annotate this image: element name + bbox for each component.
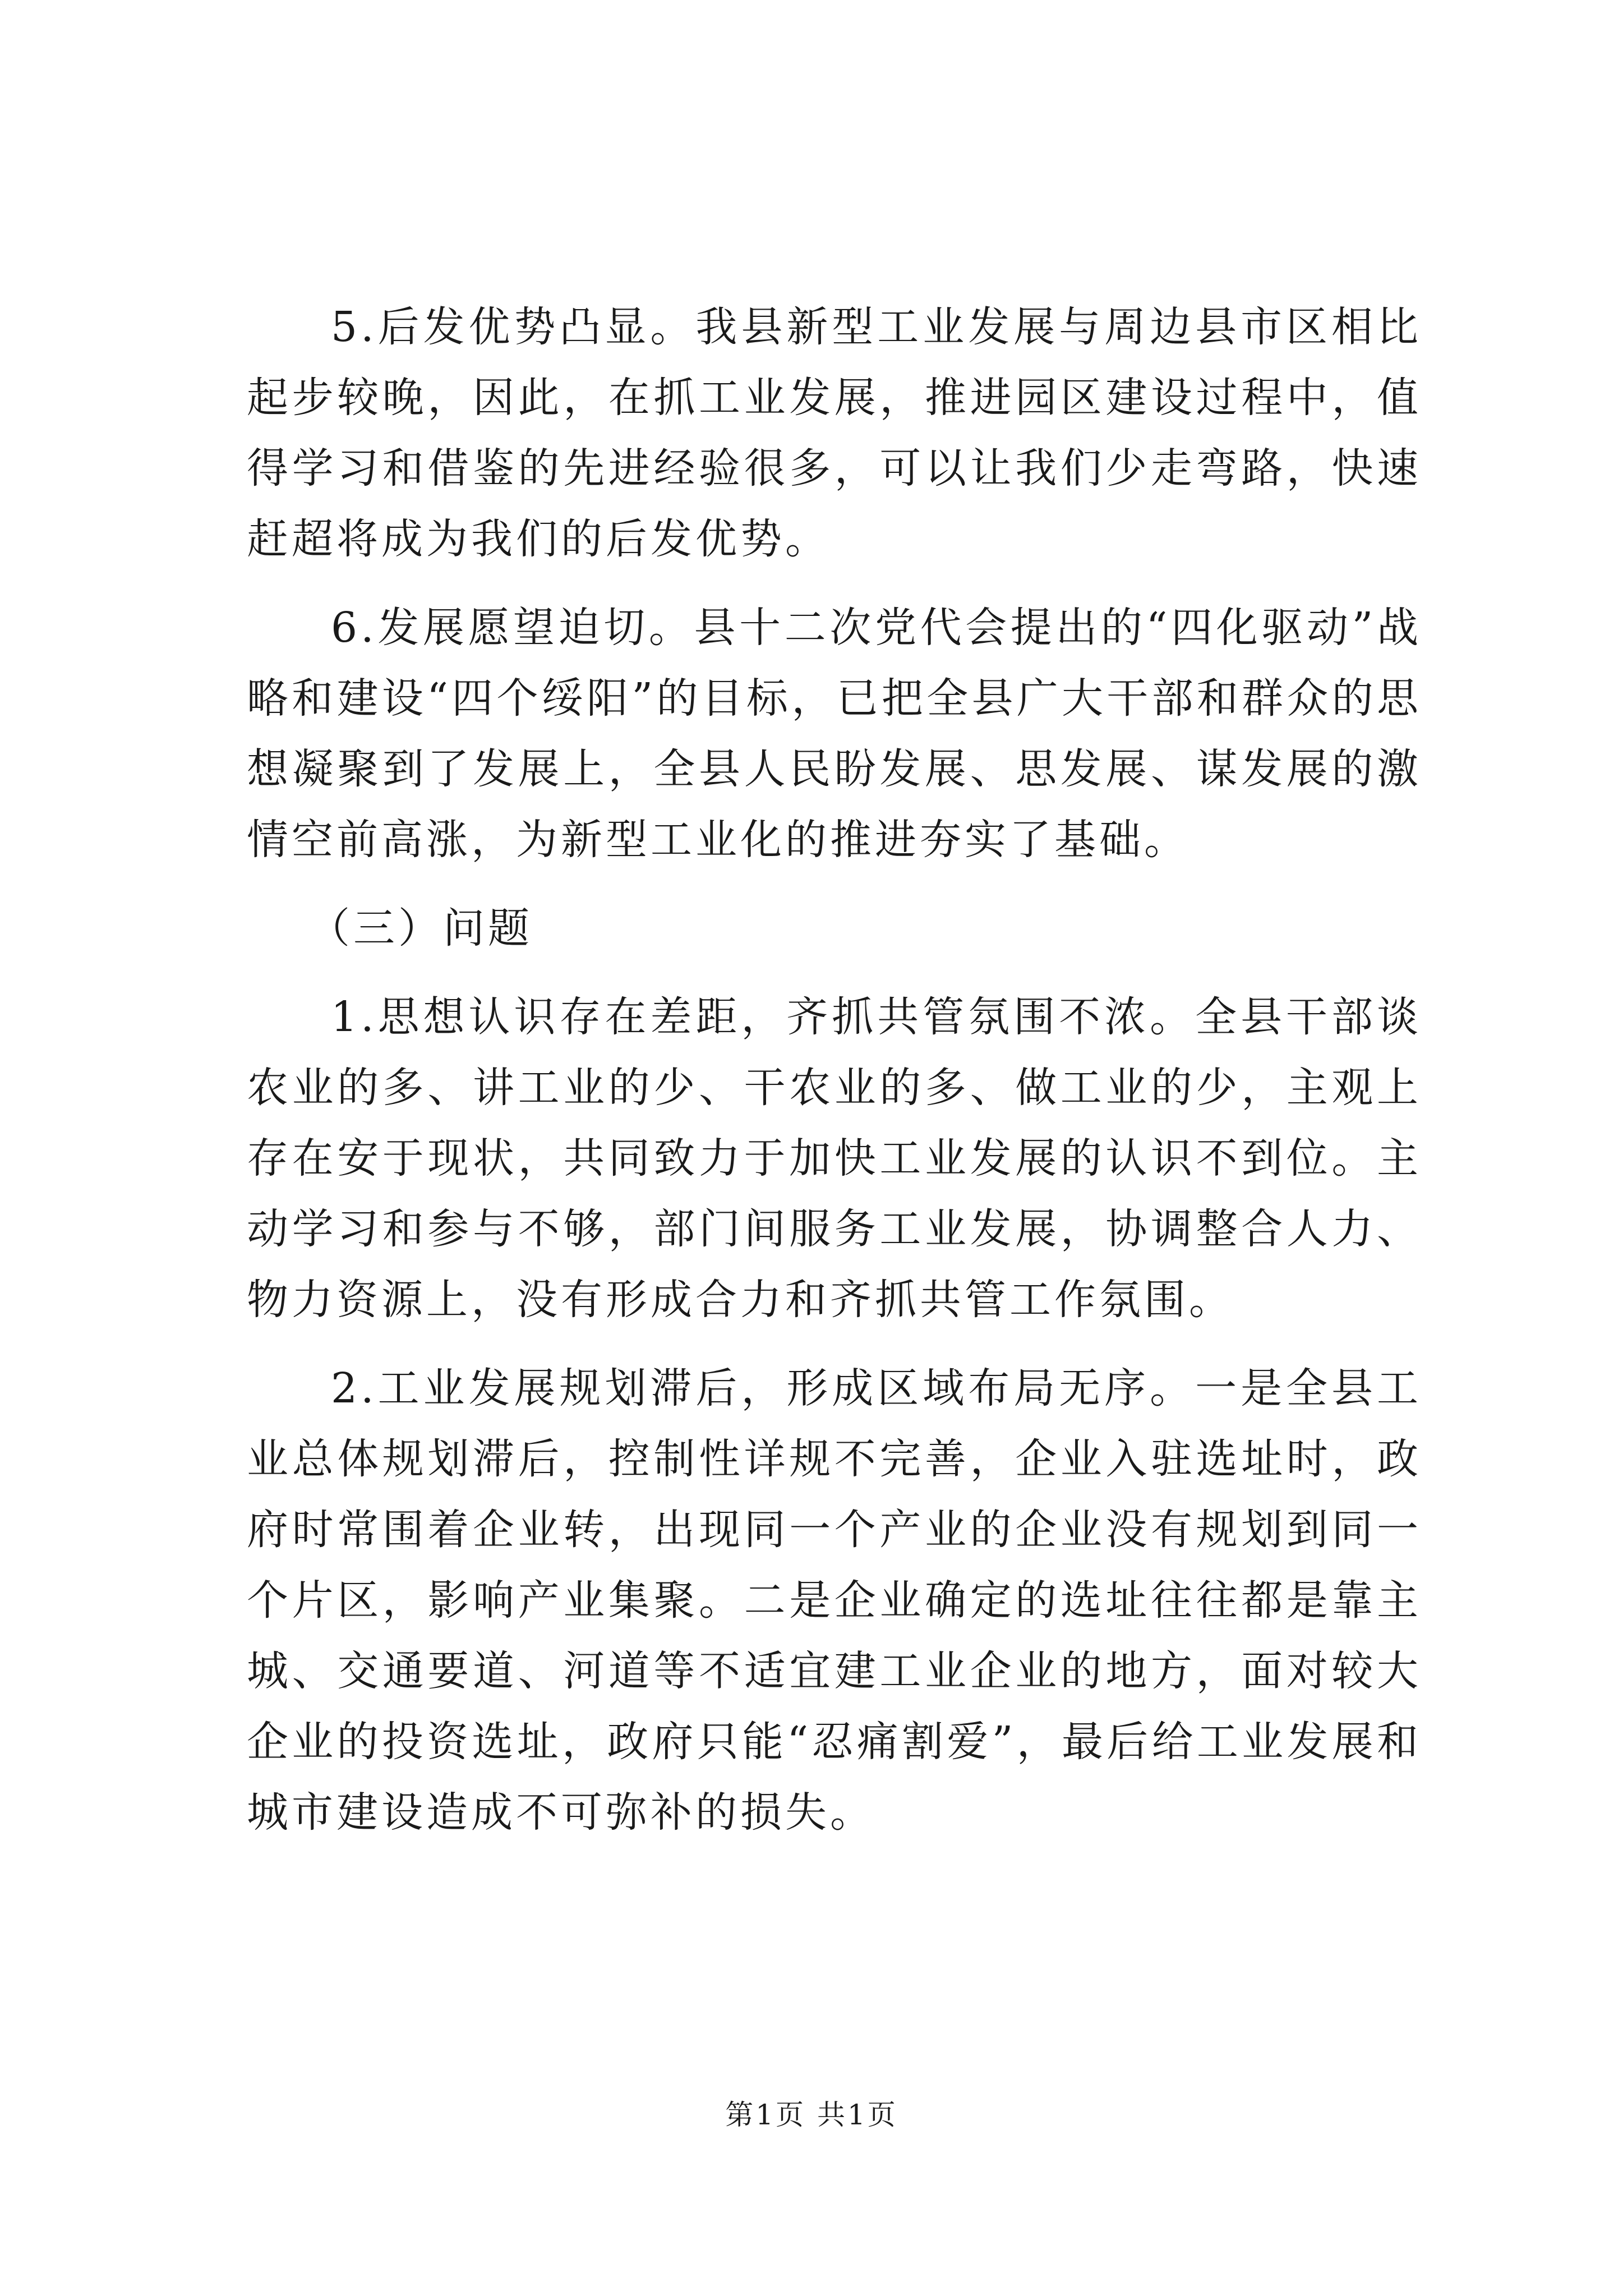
section-heading: （三）问题 (308, 904, 533, 953)
paragraph-gap (247, 574, 1422, 592)
paragraph-6: 6.发展愿望迫切。县十二次党代会提出的“四化驱动”战略和建设“四个绥阳”的目标，已把全县广大干部和群众的思想凝聚到了发展上，全县人民盼发展、思发展、谋发展的激情空前高涨，为新型工业化的推进夯实了基础。 (247, 604, 1422, 864)
paragraph-gap (247, 1335, 1422, 1353)
page-footer: 第1页 共1页 (725, 2099, 898, 2131)
paragraph-5: 5.后发优势凸显。我县新型工业发展与周边县市区相比起步较晚，因此，在抓工业发展，推进园区建设过程中，值得学习和借鉴的先进经验很多，可以让我们少走弯路，快速赶超将成为我们的后发优势。 (247, 303, 1422, 563)
document-body (247, 292, 1422, 1848)
paragraph-gap (247, 875, 1422, 893)
problem-paragraph-2: 2.工业发展规划滞后，形成区域布局无序。一是全县工业总体规划滞后，控制性详规不完善，企业入驻选址时，政府时常围着企业转，出现同一个产业的企业没有规划到同一个片区，影响产业集聚。二是企业确定的选址往往都是靠主城、交通要道、河道等不适宜建工业企业的地方，面对较大企业的投资选址，政府只能“忍痛割爱”，最后给工业发展和城市建设造成不可弥补的损失。 (247, 1364, 1422, 1837)
problem-paragraph-1: 1.思想认识存在差距，齐抓共管氛围不浓。全县干部谈农业的多、讲工业的少、干农业的多、做工业的少，主观上存在安于现状，共同致力于加快工业发展的认识不到位。主动学习和参与不够，部门间服务工业发展，协调整合人力、物力资源上，没有形成合力和齐抓共管工作氛围。 (247, 993, 1422, 1324)
paragraph-gap (247, 964, 1422, 982)
